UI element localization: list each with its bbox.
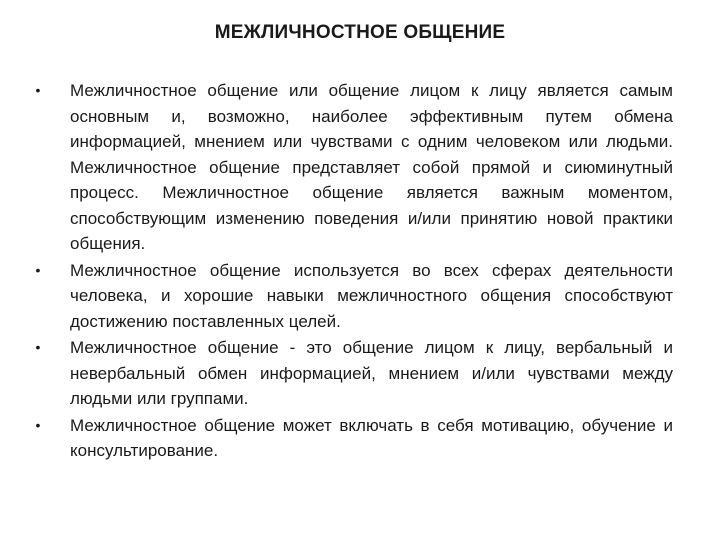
bullet-text: Межличностное общение используется во всех сферах деятельности человека, и хорошие навыки межличностного общения способствуют достижению поставленных целей. (70, 260, 673, 331)
bullet-item (35, 258, 673, 335)
bullet-dot-icon: • (35, 416, 41, 433)
bullet-item (35, 78, 673, 257)
bullet-item (35, 413, 673, 464)
bullet-list (35, 78, 673, 464)
bullet-text: Межличностное общение может включать в себя мотивацию, обучение и консультирование. (70, 415, 673, 460)
slide-title: МЕЖЛИЧНОСТНОЕ ОБЩЕНИЕ (214, 22, 506, 43)
bullet-dot-icon: • (35, 261, 41, 278)
bullet-text: Межличностное общение - это общение лицом к лицу, вербальный и невербальный обмен информацией, мнением и/или чувствами между людьми или группами. (70, 338, 673, 408)
bullet-text: Межличностное общение или общение лицом к лицу является самым основным и, возможно, наиболее эффективным путем обмена информацией, мнением или чувствами с одним человеком или людьми. Межличностное общение представляет собой прямой и сиюминутный процесс. Межличностное общение является важным моментом, способствующим изменению поведения и/или принятию новой практики общения. (70, 81, 673, 253)
bullet-item (35, 335, 673, 412)
bullet-dot-icon: • (35, 339, 41, 355)
bullet-dot-icon: • (35, 82, 41, 98)
